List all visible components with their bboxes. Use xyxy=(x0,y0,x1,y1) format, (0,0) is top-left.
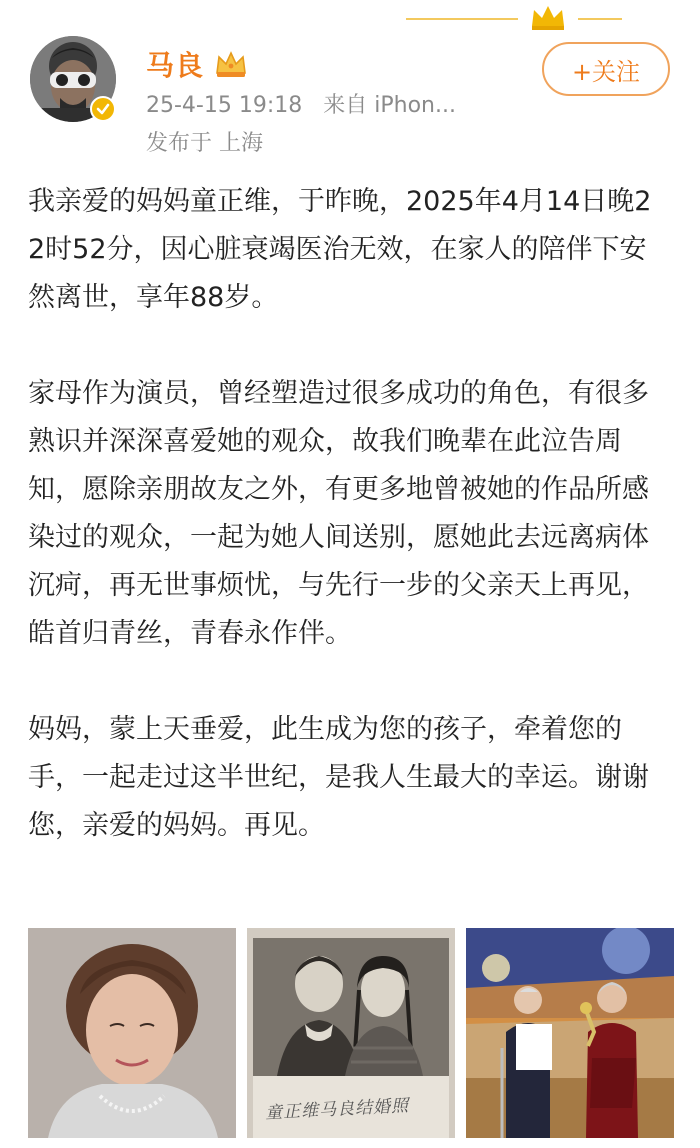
photo-grid xyxy=(28,928,674,1148)
verified-badge-icon xyxy=(90,96,116,122)
post-header xyxy=(0,0,700,170)
post-paragraph: 我亲爱的妈妈童正维，于昨晚，2025年4月14日晚22时52分，因心脏衰竭医治无效，在家人的陪伴下安然离世，享年88岁。 xyxy=(28,186,652,313)
photo-award[interactable] xyxy=(466,928,674,1138)
username[interactable]: 马良 xyxy=(146,49,205,82)
photo-wedding[interactable] xyxy=(247,928,455,1138)
photo-portrait-image xyxy=(28,928,236,1138)
post-location: 发布于 上海 xyxy=(146,131,263,156)
name-row xyxy=(146,44,248,84)
photo-portrait[interactable] xyxy=(28,928,236,1138)
post-text xyxy=(28,178,668,850)
post-meta xyxy=(146,88,470,119)
post-paragraph: 家母作为演员，曾经塑造过很多成功的角色，有很多熟识并深深喜爱她的观众，故我们晚辈在此泣告周知，愿除亲朋故友之外，有更多地曾被她的作品所感染过的观众，一起为她人间送别，愿她此去远离病体沉疴，再无世事烦忧，与先行一步的父亲天上再见，皓首归青丝，青春永作伴。 xyxy=(28,378,649,649)
post-source: 来自 iPhon... xyxy=(323,93,456,118)
follow-button[interactable]: +关注 xyxy=(542,42,670,96)
crown-icon xyxy=(214,49,248,79)
photo-wedding-caption: 童正维马良结婚照 xyxy=(264,1095,410,1124)
post-paragraph: 妈妈，蒙上天垂爱，此生成为您的孩子，牵着您的手，一起走过这半世纪，是我人生最大的幸运。谢谢您，亲爱的妈妈。再见。 xyxy=(28,714,649,841)
photo-award-image xyxy=(466,928,674,1138)
post-timestamp: 25-4-15 19:18 xyxy=(146,93,303,118)
